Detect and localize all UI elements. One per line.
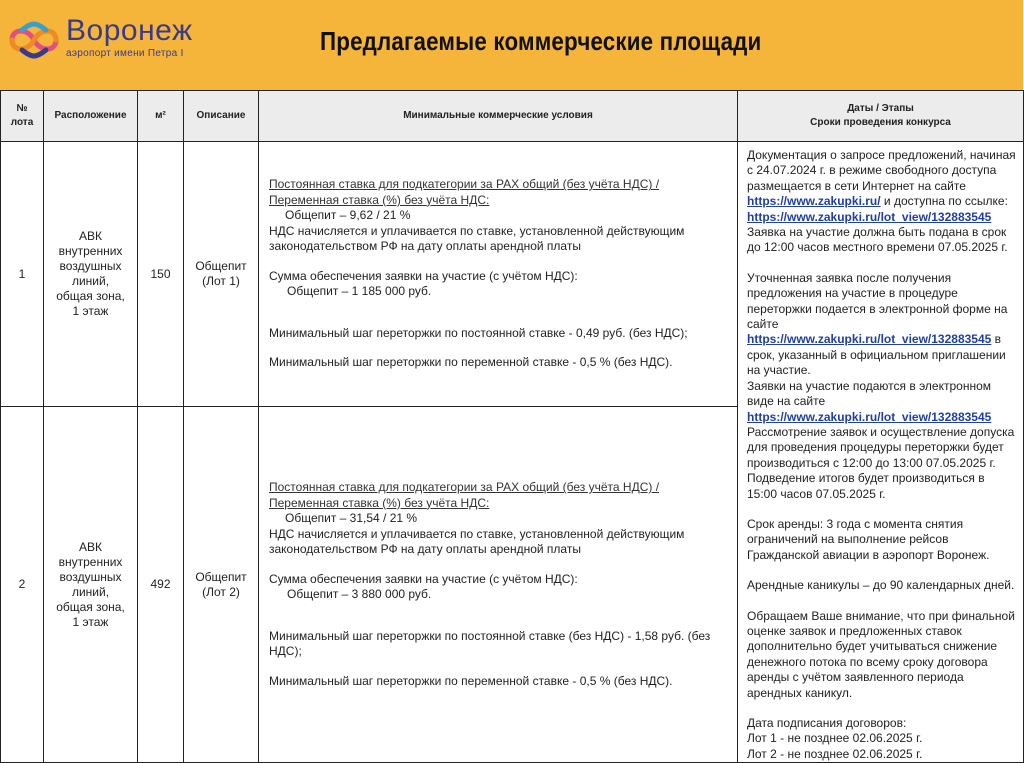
dates-paragraph [747, 148, 1017, 225]
conditions-block [259, 480, 737, 689]
step-variable: Минимальный шаг переторжки по переменной ставке - 0,5 % (без НДС). [269, 673, 673, 688]
header-area: м² [138, 91, 184, 142]
description-line: (Лот 1) [202, 274, 240, 289]
header-dates-line1: Даты / Этапы [847, 103, 914, 114]
dates-paragraph: Срок аренды: 3 года с момента снятия ограничений на выполнение рейсов Гражданской авиации в аэропорт Воронеж. [747, 516, 990, 562]
location-cell [44, 142, 138, 407]
area-value: 150 [138, 142, 184, 407]
dates-paragraph: Обращаем Ваше внимание, что при финальной оценке заявок и предложенных ставок дополнительно будет учитываться снижение денежного потока по всему сроку договора аренды с учётом заявленного периода арендных каникул. [747, 608, 1015, 700]
description-cell [184, 142, 259, 407]
location-line: АВК [79, 229, 102, 244]
step-variable: Минимальный шаг переторжки по переменной ставке - 0,5 % (без НДС). [269, 355, 673, 370]
brand-block [66, 14, 193, 59]
rate-value: Общепит – 9,62 / 21 % [285, 208, 411, 223]
zakupki-lot-link[interactable]: https://www.zakupki.ru/lot_view/132883545 [747, 409, 992, 424]
vat-note: НДС начисляется и уплачивается по ставке, установленной действующим законодательством РФ на дату оплаты арендной платы [269, 526, 685, 557]
description-line: Общепит [195, 259, 247, 274]
step-fixed: Минимальный шаг переторжки по постоянной ставке (без НДС) - 1,58 руб. (без НДС); [269, 628, 711, 659]
location-line: общая зона, [56, 599, 125, 614]
deposit-heading: Сумма обеспечения заявки на участие (с учётом НДС): [269, 268, 578, 283]
location-line: внутренних [58, 554, 123, 569]
description-cell [184, 407, 259, 763]
header-location: Расположение [44, 91, 138, 142]
dates-text: Заявки на участие подаются в электронном виде на сайте [747, 378, 992, 409]
rate-heading: Постоянная ставка для подкатегории за РАХ общий (без учёта НДС) / Переменная ставка (%) без учёта НДС: [269, 480, 660, 510]
location-cell [44, 407, 138, 763]
brand-name: Воронеж [66, 14, 193, 47]
header-bar [0, 0, 1023, 90]
dates-paragraph: Дата подписания договоров: [747, 716, 907, 730]
zakupki-site-link[interactable]: https://www.zakupki.ru/ [747, 194, 881, 209]
dates-paragraph: Рассмотрение заявок и осуществление допуска для проведения процедуры переторжки будет производиться с 12:00 до 13:00 07.05.2025 г. [747, 424, 1015, 470]
location-line: 1 этаж [72, 614, 109, 629]
location-line: АВК [79, 539, 102, 554]
dates-text: в срок, указанный в официальном приглашении на участие. [747, 332, 1006, 378]
dates-text: и доступна по ссылке: [880, 194, 1008, 209]
location-line: воздушных [59, 259, 122, 274]
header-description: Описание [184, 91, 259, 142]
dates-paragraph [747, 379, 1017, 425]
location-line: 1 этаж [72, 304, 109, 319]
conditions-cell [259, 142, 738, 407]
lot-number: 2 [1, 407, 44, 763]
rate-heading: Постоянная ставка для подкатегории за РАХ общий (без учёта НДС) / Переменная ставка (%) без учёта НДС: [269, 177, 660, 207]
page-title: Предлагаемые коммерческие площади [320, 26, 762, 56]
zakupki-lot-link[interactable]: https://www.zakupki.ru/lot_view/132883545 [747, 332, 992, 347]
dates-text: Уточненная заявка после получения предложения на участие в процедуре переторжки подается в электронной форме на сайте [747, 270, 1008, 332]
step-fixed: Минимальный шаг переторжки по постоянной ставке - 0,49 руб. (без НДС); [269, 325, 688, 340]
location-line: общая зона, [56, 289, 125, 304]
header-dates [738, 91, 1024, 142]
table-header-row [1, 91, 1024, 142]
dates-paragraph: Лот 1 - не позднее 02.06.2025 г. [747, 731, 923, 746]
description-line: Общепит [195, 569, 247, 584]
area-value: 492 [138, 407, 184, 763]
location-line: внутренних [58, 244, 123, 259]
header-conditions: Минимальные коммерческие условия [259, 91, 738, 142]
dates-paragraph: Арендные каникулы – до 90 календарных дней. [747, 578, 1015, 593]
conditions-cell [259, 407, 738, 763]
header-lot [1, 91, 44, 142]
header-lot-line1: № [16, 103, 28, 114]
dates-paragraph [747, 271, 1017, 379]
airport-logo-icon [6, 20, 62, 60]
location-line: линий, [71, 584, 110, 599]
lot-number: 1 [1, 142, 44, 407]
header-dates-line2: Сроки проведения конкурса [810, 117, 951, 128]
location-line: воздушных [59, 569, 122, 584]
vat-note: НДС начисляется и уплачивается по ставке, установленной действующим законодательством РФ на дату оплаты арендной платы [269, 223, 685, 254]
deposit-value: Общепит – 1 185 000 руб. [287, 284, 432, 299]
zakupki-lot-link[interactable]: https://www.zakupki.ru/lot_view/132883545 [747, 209, 992, 224]
deposit-value: Общепит – 3 880 000 руб. [287, 587, 432, 602]
deposit-heading: Сумма обеспечения заявки на участие (с учётом НДС): [269, 571, 578, 586]
location-line: линий, [71, 274, 110, 289]
dates-text: Документация о запросе предложений, начиная с 24.07.2024 г. в режиме свободного доступа размещается в сети Интернет на сайте [747, 148, 1016, 193]
table-row [1, 142, 1024, 407]
rate-value: Общепит – 31,54 / 21 % [285, 511, 418, 526]
dates-cell [738, 142, 1024, 763]
description-line: (Лот 2) [202, 584, 240, 599]
brand-subtitle: аэропорт имени Петра I [66, 48, 184, 59]
conditions-block [259, 177, 737, 371]
dates-paragraph: Подведение итогов будет производиться в 15:00 часов 07.05.2025 г. [747, 471, 985, 501]
header-lot-line2: лота [10, 117, 34, 128]
dates-paragraph: Заявка на участие должна быть подана в срок до 12:00 часов местного времени 07.05.2025 г. [747, 225, 1008, 255]
commercial-spaces-table [0, 90, 1024, 763]
dates-paragraph: Лот 2 - не позднее 02.06.2025 г. [747, 746, 923, 761]
